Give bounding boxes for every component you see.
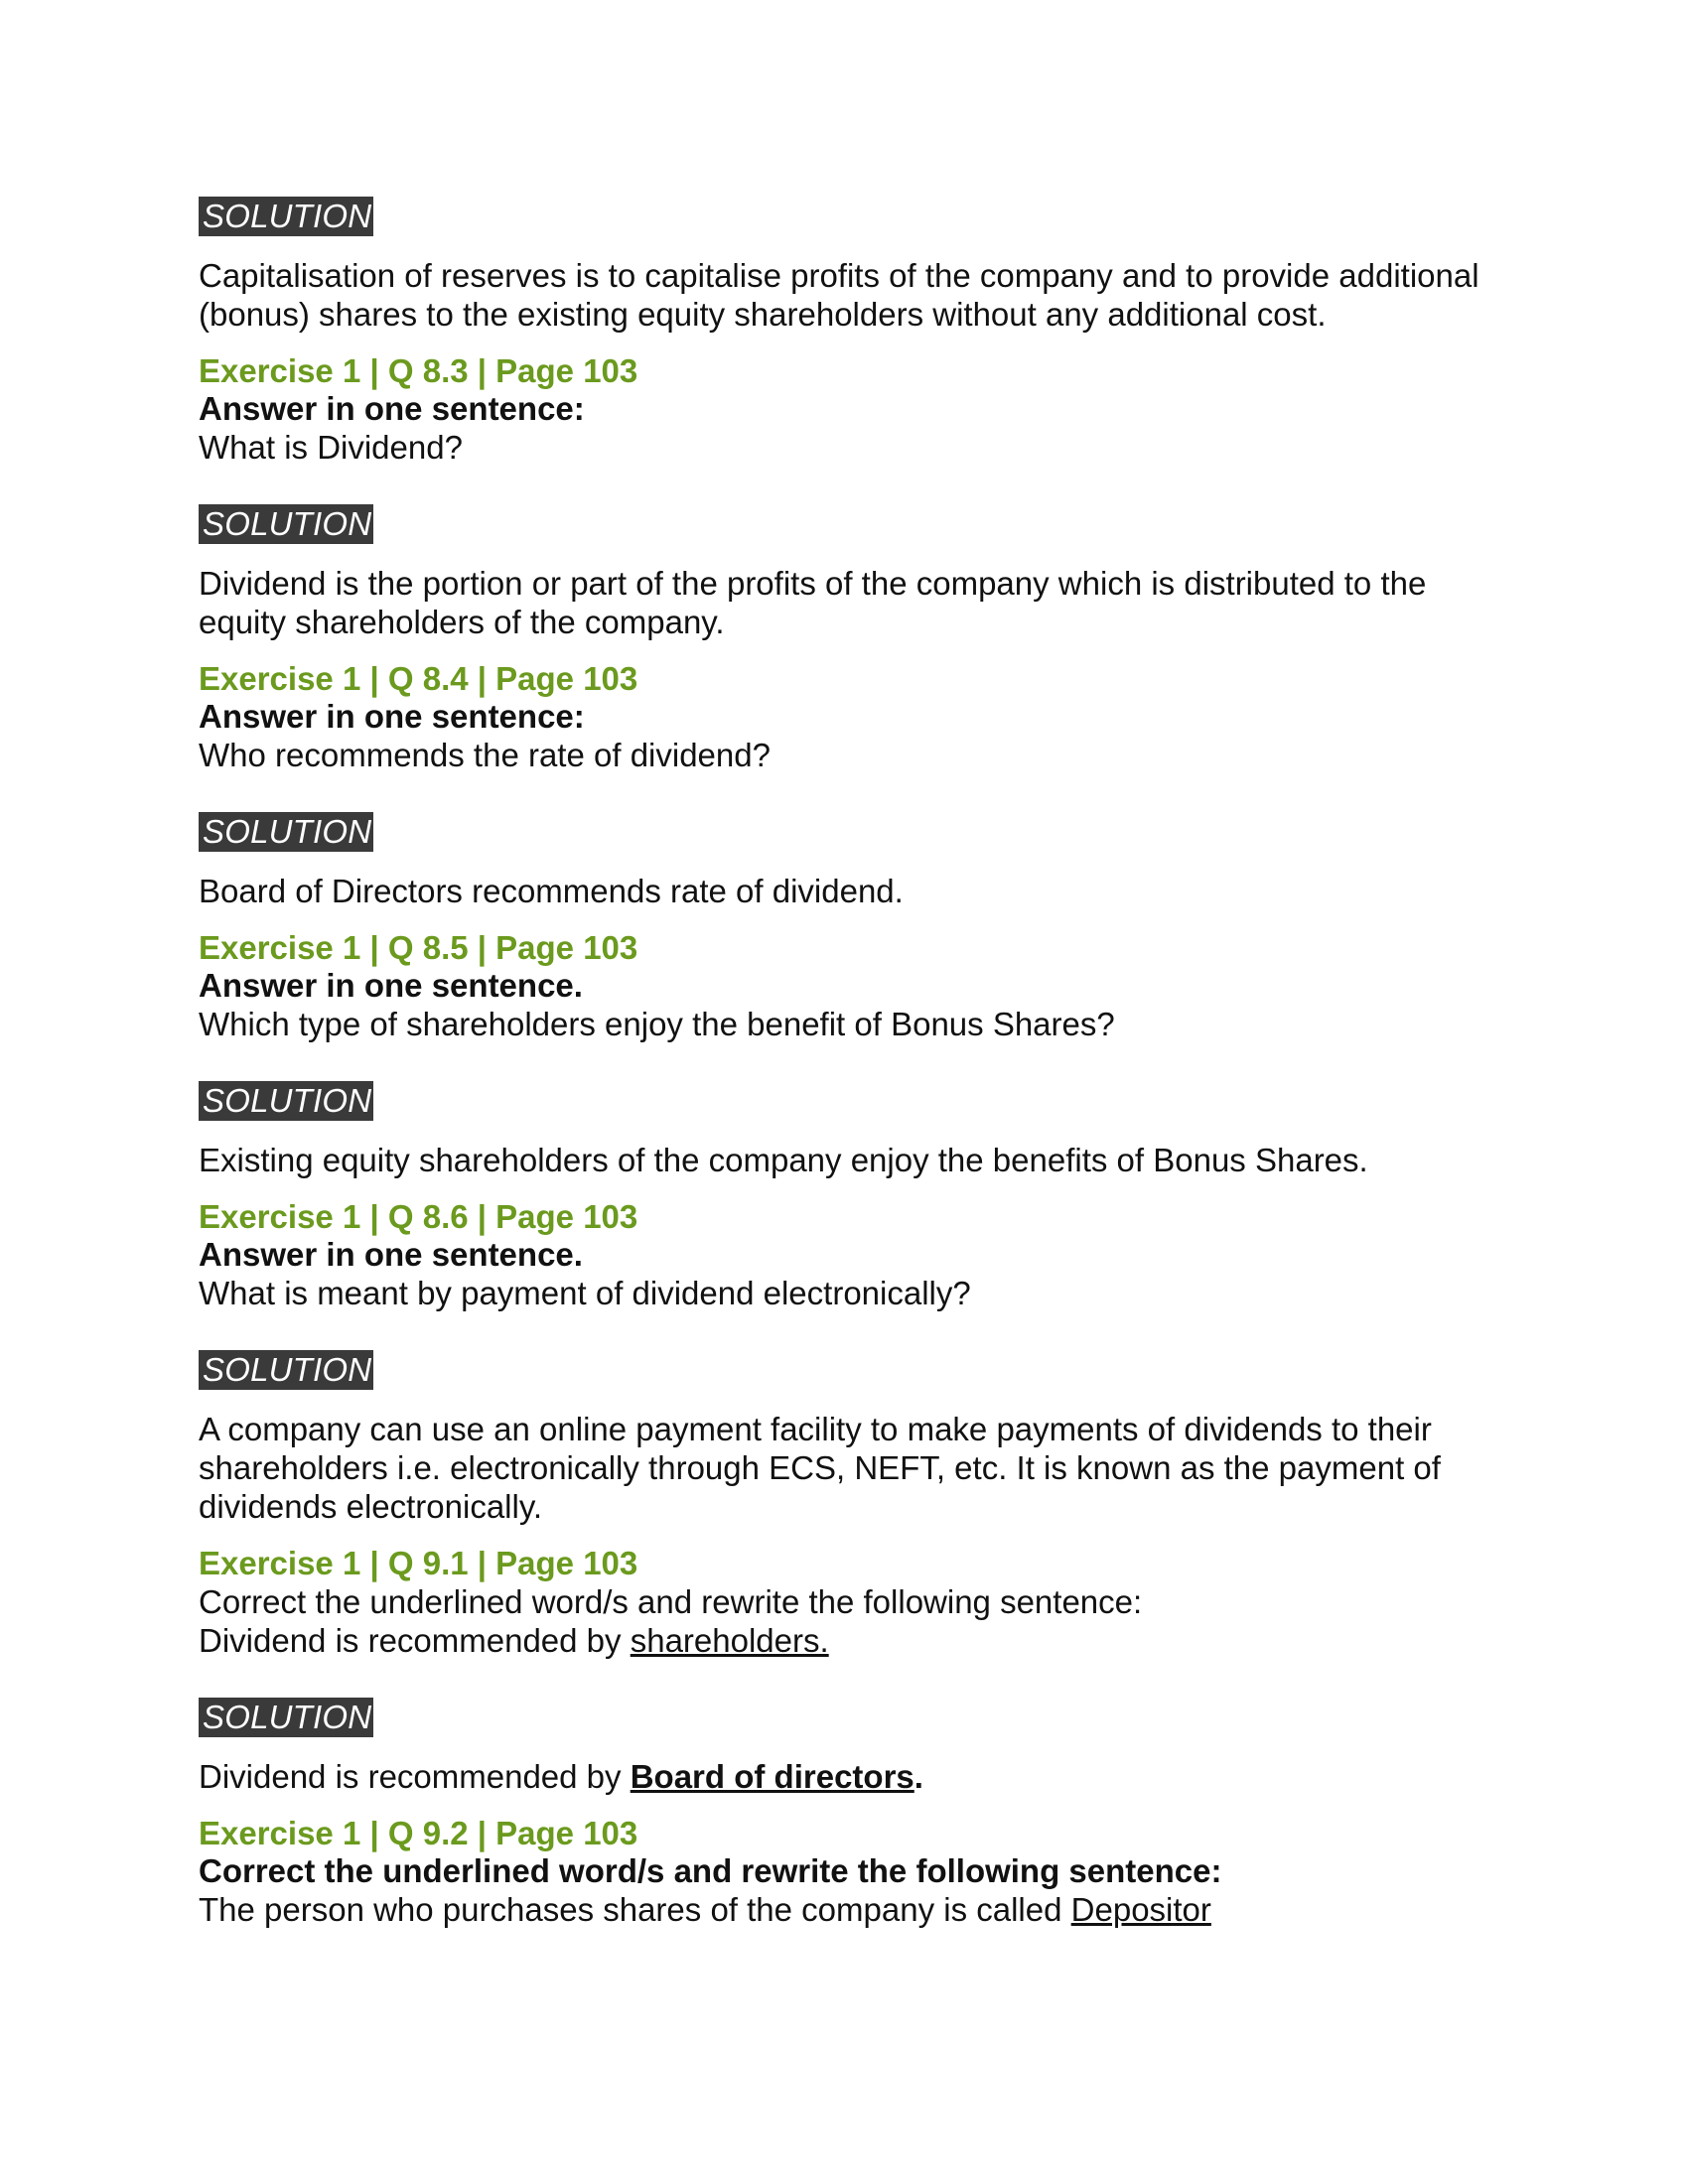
- question-text: Which type of shareholders enjoy the benefit of Bonus Shares?: [199, 1006, 1115, 1042]
- question-instruction: Correct the underlined word/s and rewrite the following sentence:: [199, 1852, 1222, 1889]
- question-instruction: Answer in one sentence.: [199, 967, 583, 1004]
- solution-label: SOLUTION: [199, 197, 373, 236]
- solution-label: SOLUTION: [199, 1350, 373, 1390]
- solution-block: [199, 1350, 1509, 1526]
- exercise-heading: Exercise 1 | Q 8.3 | Page 103: [199, 352, 638, 389]
- exercise-heading: Exercise 1 | Q 8.6 | Page 103: [199, 1198, 638, 1235]
- exercise-heading: Exercise 1 | Q 8.4 | Page 103: [199, 660, 638, 697]
- solution-text: Capitalisation of reserves is to capitalise profits of the company and to provide additional (bonus) shares to the existing equity shareholders without any additional cost.: [199, 257, 1479, 333]
- solution-block: [199, 197, 1509, 334]
- question-text: What is Dividend?: [199, 429, 463, 466]
- document-page: [199, 197, 1509, 1929]
- question-instruction: Answer in one sentence.: [199, 1236, 583, 1273]
- question-text: [199, 1890, 1509, 1929]
- question-instruction: Answer in one sentence:: [199, 390, 585, 427]
- underlined-word: Depositor: [1070, 1891, 1211, 1928]
- solution-label: SOLUTION: [199, 1081, 373, 1121]
- question-instruction: Answer in one sentence:: [199, 698, 585, 735]
- corrected-word: Board of directors: [630, 1758, 914, 1795]
- question-prefix: Dividend is recommended by: [199, 1622, 631, 1659]
- solution-prefix: Dividend is recommended by: [199, 1758, 631, 1795]
- exercise-heading: Exercise 1 | Q 9.1 | Page 103: [199, 1545, 638, 1581]
- solution-label: SOLUTION: [199, 504, 373, 544]
- solution-block: [199, 1698, 1509, 1796]
- solution-suffix: .: [914, 1758, 923, 1795]
- solution-block: [199, 504, 1509, 641]
- question-instruction: Correct the underlined word/s and rewrite the following sentence:: [199, 1583, 1143, 1620]
- solution-text: Dividend is the portion or part of the profits of the company which is distributed to the equity shareholders of the company.: [199, 565, 1427, 640]
- solution-block: [199, 812, 1509, 910]
- question-text: [199, 1621, 1509, 1660]
- question-text: What is meant by payment of dividend electronically?: [199, 1275, 971, 1311]
- solution-block: [199, 1081, 1509, 1179]
- question-prefix: The person who purchases shares of the company is called: [199, 1891, 1071, 1928]
- solution-text: Existing equity shareholders of the company enjoy the benefits of Bonus Shares.: [199, 1142, 1368, 1178]
- exercise-heading: Exercise 1 | Q 9.2 | Page 103: [199, 1815, 638, 1851]
- solution-text: A company can use an online payment facility to make payments of dividends to their shareholders i.e. electronically through ECS, NEFT, etc. It is known as the payment of dividends electronically.: [199, 1411, 1441, 1525]
- solution-text: Board of Directors recommends rate of dividend.: [199, 873, 904, 909]
- underlined-word: shareholders.: [630, 1622, 829, 1659]
- question-text: Who recommends the rate of dividend?: [199, 737, 771, 773]
- exercise-heading: Exercise 1 | Q 8.5 | Page 103: [199, 929, 638, 966]
- solution-label: SOLUTION: [199, 812, 373, 852]
- solution-text: [199, 1757, 1509, 1796]
- solution-label: SOLUTION: [199, 1698, 373, 1737]
